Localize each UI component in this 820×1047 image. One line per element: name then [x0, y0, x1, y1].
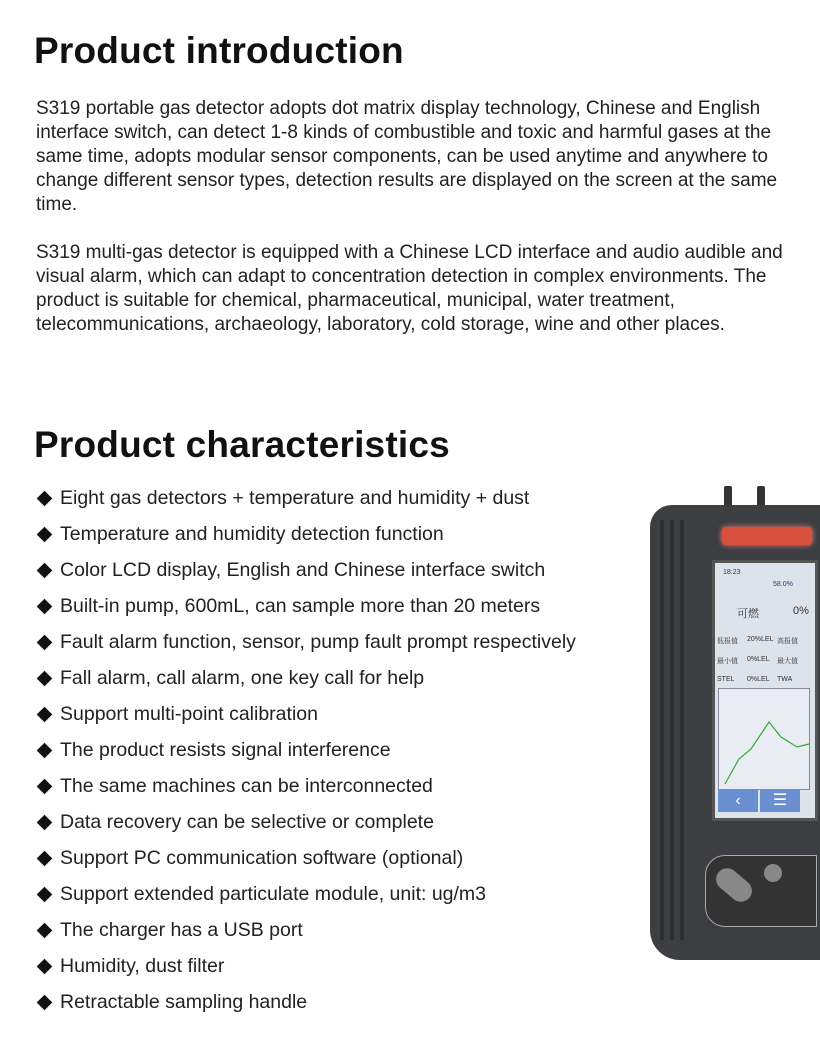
- screen-cell: 最大值: [777, 658, 798, 665]
- characteristic-item: [36, 624, 576, 660]
- screen-cell: 最小值: [717, 658, 738, 665]
- intro-paragraph-2: S319 multi-gas detector is equipped with a Chinese LCD interface and audio audible and visual alarm, which can adapt to concentration detection in complex environments. The product is suitable for chemical, pharmaceutical, municipal, water treatment, telecommunications, archaeology, laboratory, cold storage, wine and other places.: [36, 242, 783, 335]
- characteristic-text: The same machines can be interconnected: [60, 775, 433, 797]
- diamond-bullet-icon: [37, 526, 53, 542]
- characteristic-text: Support extended particulate module, unit: ug/m3: [60, 883, 487, 905]
- characteristic-text: Eight gas detectors + temperature and humidity + dust: [60, 487, 530, 509]
- characteristic-text: The product resists signal interference: [60, 739, 391, 761]
- diamond-bullet-icon: [37, 490, 53, 506]
- characteristic-item: [36, 696, 576, 732]
- characteristic-item: [36, 552, 576, 588]
- diamond-bullet-icon: [37, 814, 53, 830]
- characteristic-item: [36, 516, 576, 552]
- characteristic-text: Color LCD display, English and Chinese interface switch: [60, 559, 546, 581]
- diamond-bullet-icon: [37, 778, 53, 794]
- rib: [680, 520, 684, 940]
- diamond-bullet-icon: [37, 994, 53, 1010]
- screen-gas-name: 可燃: [737, 608, 759, 620]
- characteristics-list: [36, 480, 576, 1020]
- trend-line: [719, 689, 809, 789]
- screen-humidity: 58.0%: [773, 581, 793, 588]
- diamond-bullet-icon: [37, 742, 53, 758]
- characteristic-item: [36, 912, 576, 948]
- characteristic-item: [36, 768, 576, 804]
- diamond-bullet-icon: [37, 886, 53, 902]
- diamond-bullet-icon: [37, 562, 53, 578]
- characteristic-text: Fault alarm function, sensor, pump fault prompt respectively: [60, 631, 576, 653]
- characteristics-heading: Product characteristics: [34, 424, 450, 465]
- characteristic-item: [36, 984, 576, 1020]
- screen-cell: 低报值: [717, 638, 738, 645]
- diamond-bullet-icon: [37, 598, 53, 614]
- characteristic-text: Support multi-point calibration: [60, 703, 318, 725]
- characteristic-item: [36, 804, 576, 840]
- diamond-bullet-icon: [37, 670, 53, 686]
- characteristic-text: Humidity, dust filter: [60, 955, 225, 977]
- intro-paragraph-1: S319 portable gas detector adopts dot matrix display technology, Chinese and English interface switch, can detect 1-8 kinds of combustible and toxic and harmful gases at the same time, adopts modular sensor components, can be used anytime and anywhere to change different sensor types, detection results are displayed on the screen at the same time.: [36, 98, 778, 215]
- intro-heading: Product introduction: [34, 30, 404, 71]
- alarm-leds: [722, 527, 812, 545]
- back-button: ‹: [718, 790, 758, 812]
- device-button: [764, 864, 782, 882]
- diamond-bullet-icon: [37, 958, 53, 974]
- screen-cell: TWA: [777, 676, 793, 683]
- screen-trend-chart: [718, 688, 810, 790]
- characteristic-text: Temperature and humidity detection function: [60, 523, 444, 545]
- diamond-bullet-icon: [37, 850, 53, 866]
- menu-button: ☰: [760, 790, 800, 812]
- diamond-bullet-icon: [37, 922, 53, 938]
- characteristic-item: [36, 948, 576, 984]
- characteristic-item: [36, 732, 576, 768]
- characteristic-item: [36, 840, 576, 876]
- screen-time: 18:23: [723, 569, 741, 576]
- diamond-bullet-icon: [37, 706, 53, 722]
- characteristic-text: Retractable sampling handle: [60, 991, 308, 1013]
- characteristic-text: Data recovery can be selective or complete: [60, 811, 434, 833]
- characteristic-item: [36, 876, 576, 912]
- rib: [660, 520, 664, 940]
- characteristic-text: The charger has a USB port: [60, 919, 303, 941]
- characteristic-item: [36, 588, 576, 624]
- screen-cell: 0%LEL: [747, 656, 770, 663]
- characteristic-text: Support PC communication software (optional): [60, 847, 464, 869]
- characteristic-text: Built-in pump, 600mL, can sample more than 20 meters: [60, 595, 541, 617]
- screen-cell: STEL: [717, 676, 735, 683]
- device-buttons: [705, 855, 817, 927]
- characteristic-item: [36, 480, 576, 516]
- device-button: [712, 864, 757, 907]
- screen-reading: 0%: [793, 605, 809, 617]
- screen-cell: 20%LEL: [747, 636, 774, 643]
- screen-cell: 0%LEL: [747, 676, 770, 683]
- characteristic-item: [36, 660, 576, 696]
- screen-cell: 高报值: [777, 638, 798, 645]
- characteristic-text: Fall alarm, call alarm, one key call for help: [60, 667, 425, 689]
- diamond-bullet-icon: [37, 634, 53, 650]
- rib: [670, 520, 674, 940]
